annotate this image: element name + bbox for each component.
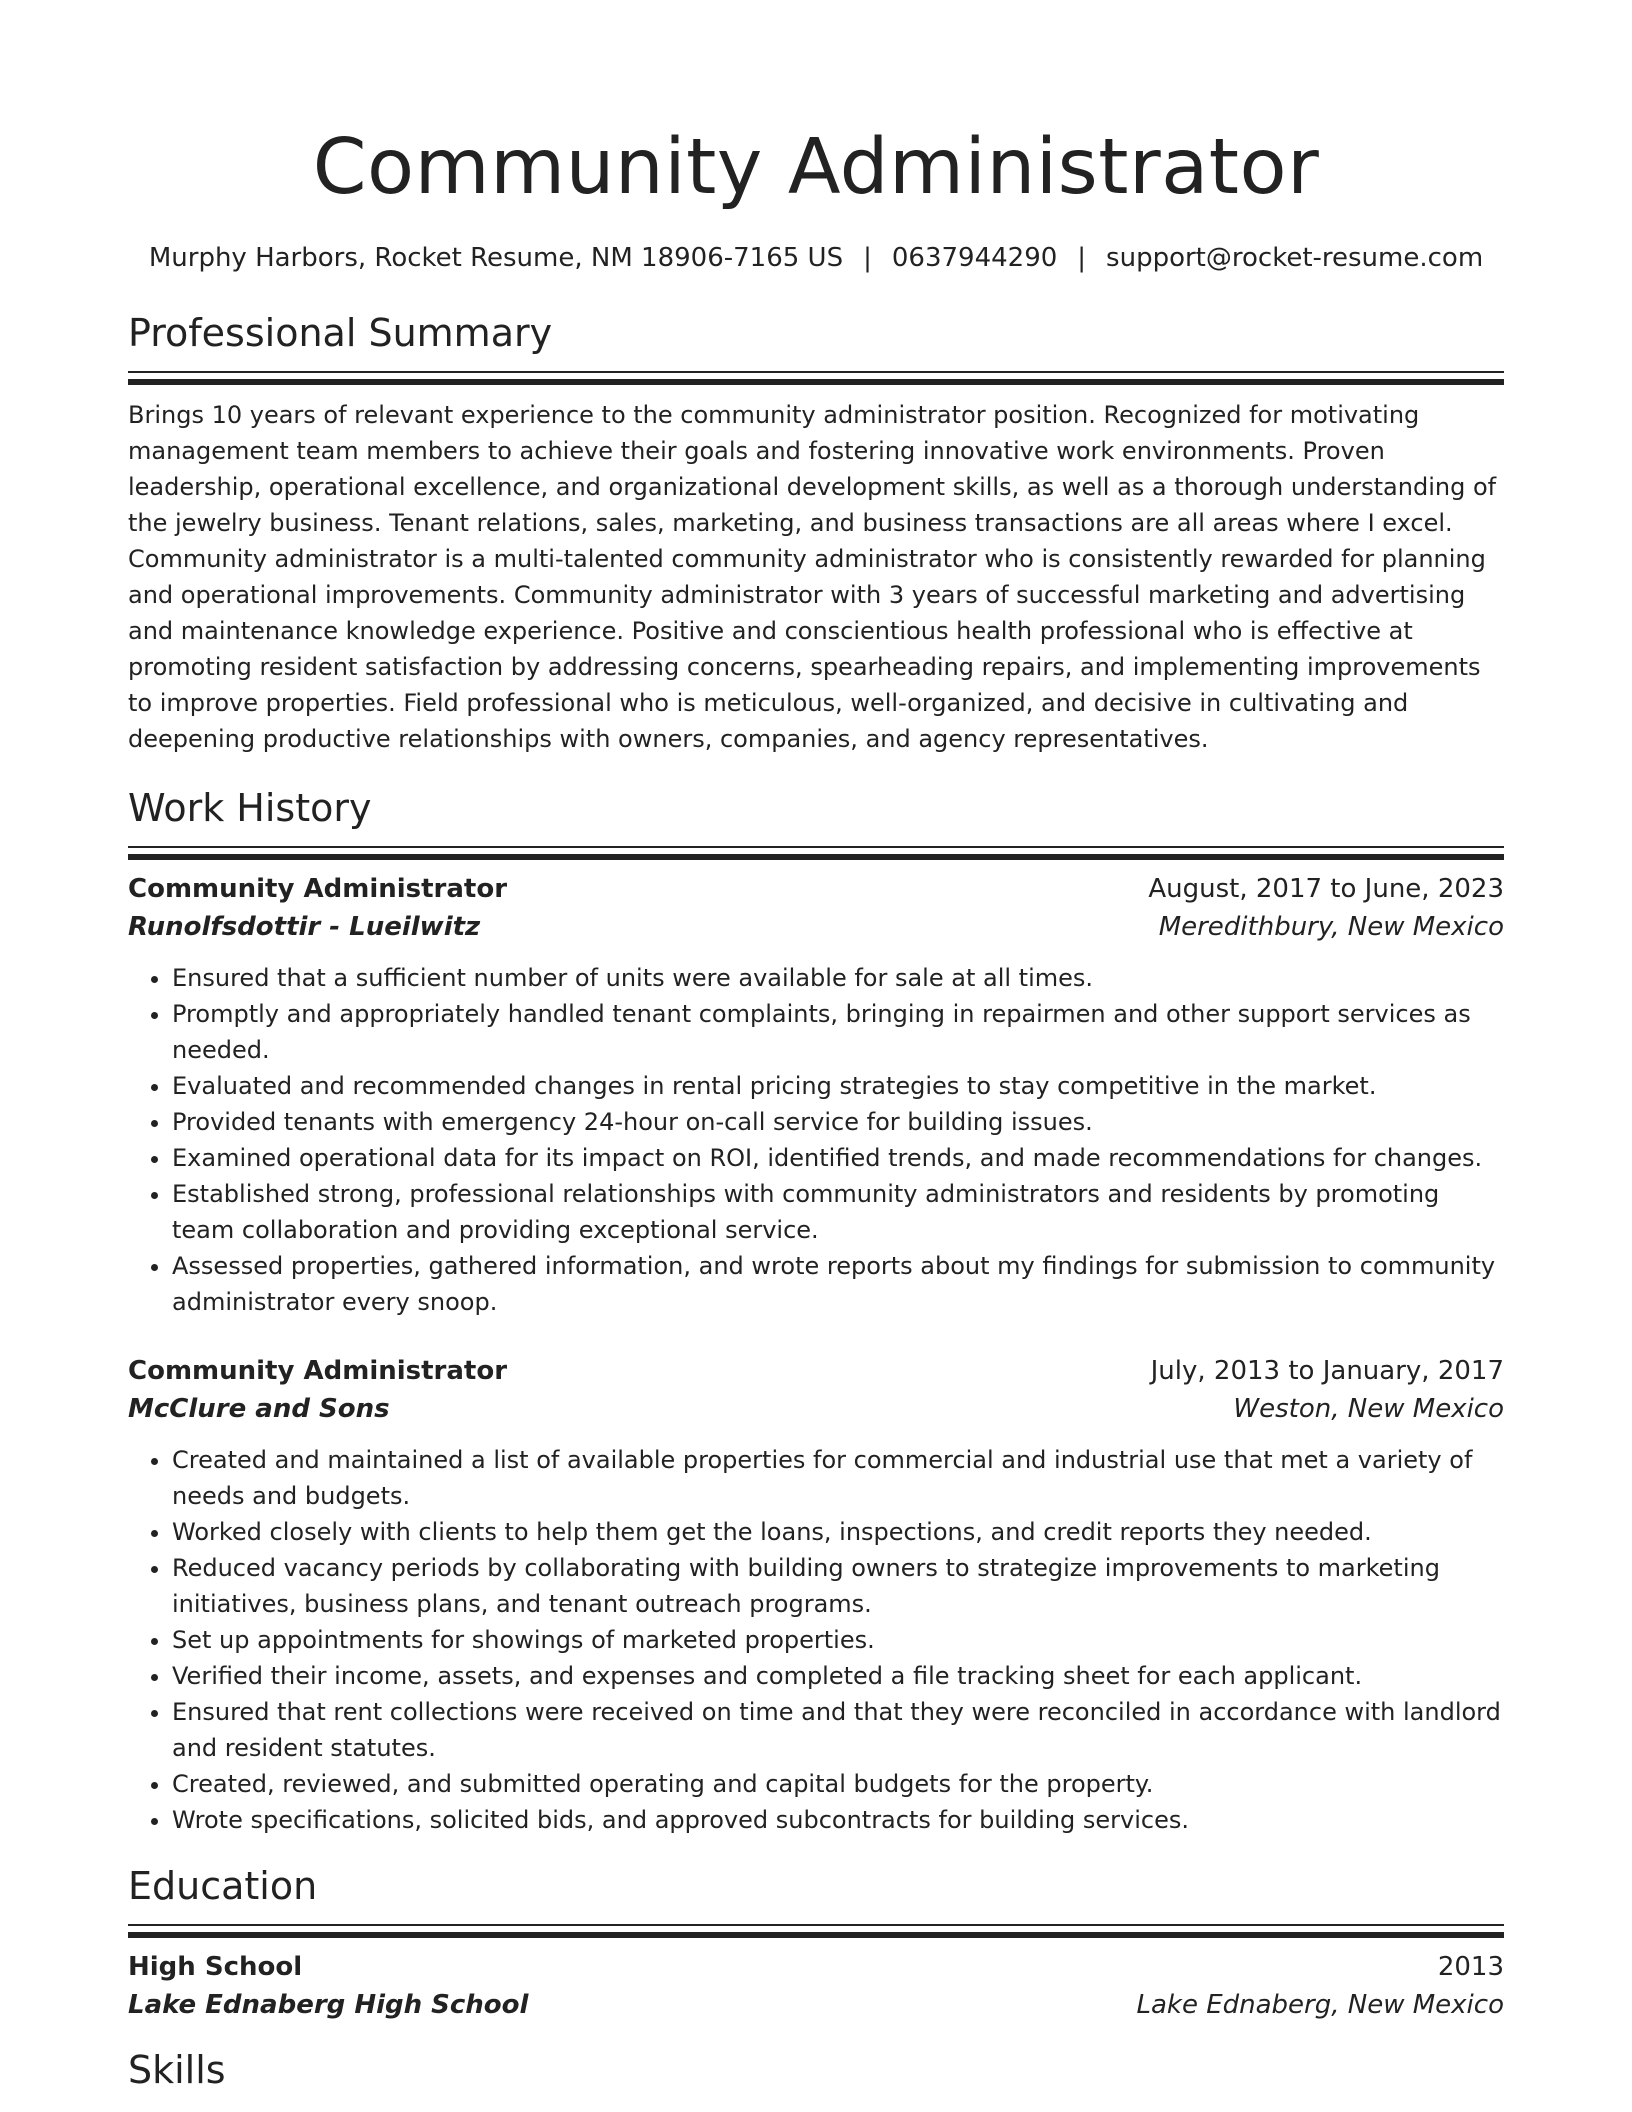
contact-address: Murphy Harbors, Rocket Resume, NM 18906-7165 US xyxy=(148,243,844,273)
section-divider xyxy=(128,1924,1504,1930)
education-subheader-row xyxy=(128,1986,1504,2024)
resume-name: Community Administrator xyxy=(312,123,1320,212)
contact-separator: | xyxy=(1077,243,1087,273)
job-header-row xyxy=(128,870,1504,908)
summary-text: Brings 10 years of relevant experience to the community administrator position. Recognized for motivating management team members to achieve their goals and fostering innovative work environments. Proven leadership, operational excellence, and organizational development skills, as well as a thorough understanding of the jewelry business. Tenant relations, sales, marketing, and business transactions are all areas where I excel. Community administrator is a multi-talented community administrator who is consistently rewarded for planning and operational improvements. Community administrator with 3 years of successful marketing and advertising and maintenance knowledge experience. Positive and conscientious health professional who is effective at promoting resident satisfaction by addressing concerns, spearheading repairs, and implementing improvements to improve properties. Field professional who is meticulous, well-organized, and decisive in cultivating and deepening productive relationships with owners, companies, and agency representatives. xyxy=(128,401,1497,753)
education-entry xyxy=(128,1948,1504,2024)
list-item: • Set up appointments for showings of marketed properties. xyxy=(172,1622,1504,1658)
list-item: • Created, reviewed, and submitted operating and capital budgets for the property. xyxy=(172,1766,1504,1802)
list-item: • Assessed properties, gathered information, and wrote reports about my findings for submission to community administrator every snoop. xyxy=(172,1248,1504,1320)
job-subheader-row xyxy=(128,908,1504,946)
job-title: Community Administrator xyxy=(128,1356,508,1386)
education-degree: High School xyxy=(128,1952,303,1982)
work-history-section xyxy=(128,784,1504,1838)
contact-phone: 0637944290 xyxy=(891,243,1058,273)
job-bullets xyxy=(128,1442,1504,1838)
section-divider xyxy=(128,371,1504,377)
resume-page xyxy=(128,0,1504,2094)
education-section xyxy=(128,1862,1504,2024)
contact-separator: | xyxy=(863,243,872,273)
job-subheader-row xyxy=(128,1390,1504,1428)
summary-section xyxy=(128,309,1504,757)
section-divider xyxy=(128,846,1504,852)
list-item: • Examined operational data for its impact on ROI, identified trends, and made recommendations for changes. xyxy=(172,1140,1504,1176)
education-year: 2013 xyxy=(1437,1952,1504,1982)
list-item: • Created and maintained a list of available properties for commercial and industrial use that met a variety of needs and budgets. xyxy=(172,1442,1504,1514)
list-item: • Reduced vacancy periods by collaborating with building owners to strategize improvements to marketing initiatives, business plans, and tenant outreach programs. xyxy=(172,1550,1504,1622)
education-location: Lake Ednaberg, New Mexico xyxy=(1136,1990,1504,2020)
skills-section xyxy=(128,2046,1504,2094)
list-item: • Verified their income, assets, and expenses and completed a file tracking sheet for each applicant. xyxy=(172,1658,1504,1694)
list-item: • Provided tenants with emergency 24-hour on-call service for building issues. xyxy=(172,1104,1504,1140)
job-entry xyxy=(128,1352,1504,1838)
job-entry xyxy=(128,870,1504,1320)
job-company: Runolfsdottir - Lueilwitz xyxy=(128,912,481,942)
job-location: Meredithbury, New Mexico xyxy=(1158,912,1504,942)
summary-heading: Professional Summary xyxy=(128,311,553,355)
list-item: • Evaluated and recommended changes in rental pricing strategies to stay competitive in the market. xyxy=(172,1068,1504,1104)
list-item: • Worked closely with clients to help them get the loans, inspections, and credit reports they needed. xyxy=(172,1514,1504,1550)
list-item: • Ensured that a sufficient number of units were available for sale at all times. xyxy=(172,960,1504,996)
education-header-row xyxy=(128,1948,1504,1986)
contact-line xyxy=(128,240,1504,276)
education-heading: Education xyxy=(128,1864,318,1908)
list-item: • Ensured that rent collections were received on time and that they were reconciled in accordance with landlord and resident statutes. xyxy=(172,1694,1504,1766)
contact-email: support@rocket-resume.com xyxy=(1106,243,1484,273)
job-company: McClure and Sons xyxy=(128,1394,390,1424)
list-item: • Promptly and appropriately handled tenant complaints, bringing in repairmen and other support services as needed. xyxy=(172,996,1504,1068)
list-item: • Wrote specifications, solicited bids, and approved subcontracts for building services. xyxy=(172,1802,1504,1838)
job-title: Community Administrator xyxy=(128,874,508,904)
job-location: Weston, New Mexico xyxy=(1233,1394,1504,1424)
skills-heading: Skills xyxy=(128,2048,226,2092)
job-bullets xyxy=(128,960,1504,1320)
job-header-row xyxy=(128,1352,1504,1390)
job-dates: August, 2017 to June, 2023 xyxy=(1148,874,1504,904)
job-dates: July, 2013 to January, 2017 xyxy=(1150,1356,1504,1386)
education-school: Lake Ednaberg High School xyxy=(128,1990,529,2020)
work-history-heading: Work History xyxy=(128,786,372,830)
list-item: • Established strong, professional relationships with community administrators and residents by promoting team collaboration and providing exceptional service. xyxy=(172,1176,1504,1248)
